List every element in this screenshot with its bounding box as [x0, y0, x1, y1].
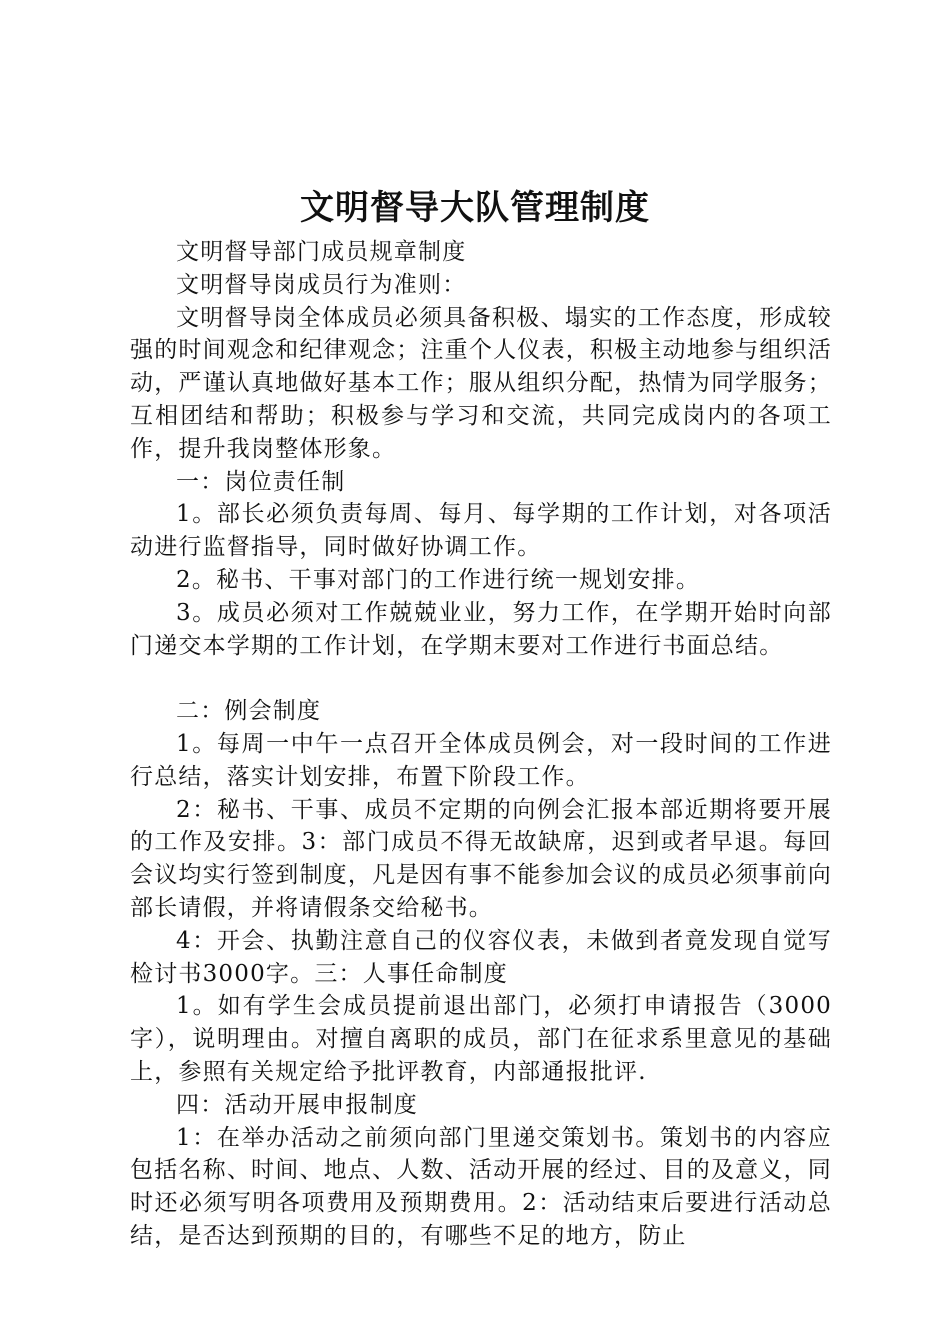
section-heading-1: 一：岗位责任制 [176, 468, 346, 495]
paragraph-2-1: 1。每周一中午一点召开全体成员例会，对一段时间的工作进行总结，落实计划安排，布置下阶段工作。 [130, 730, 832, 790]
paragraph-1-1: 1。部长必须负责每周、每月、每学期的工作计划，对各项活动进行监督指导，同时做好协调工作。 [130, 501, 832, 561]
section-heading-2: 二：例会制度 [176, 698, 322, 725]
paragraph-3-1: 1。如有学生会成员提前退出部门，必须打申请报告（3000字），说明理由。对擅自离职的成员，部门在征求系里意见的基础上，参照有关规定给予批评教育，内部通报批评. [130, 993, 832, 1085]
paragraph-2-4: 4：开会、执勤注意自己的仪容仪表，未做到者竟发现自觉写检讨书3000字。三：人事任命制度 [130, 927, 832, 987]
paragraph-1-2: 2。秘书、干事对部门的工作进行统一规划安排。 [176, 566, 701, 593]
blank-line [130, 662, 832, 695]
paragraph-2-2: 2：秘书、干事、成员不定期的向例会汇报本部近期将要开展的工作及安排。3：部门成员不得无故缺席，迟到或者早退。每回会议均实行签到制度，凡是因有事不能参加会议的成员必须事前向部长请假，并将请假条交给秘书。 [130, 796, 832, 921]
document-body [130, 236, 832, 1253]
paragraph-4-1: 1：在举办活动之前须向部门里递交策划书。策划书的内容应包括名称、时间、地点、人数、活动开展的经过、目的及意义，同时还必须写明各项费用及预期费用。2：活动结束后要进行活动总结，是否达到预期的目的，有哪些不足的地方，防止 [130, 1124, 832, 1249]
paragraph-1-3: 3。成员必须对工作兢兢业业，努力工作，在学期开始时向部门递交本学期的工作计划，在学期末要对工作进行书面总结。 [130, 599, 832, 659]
section-heading-4: 四：活动开展申报制度 [176, 1091, 418, 1118]
paragraph-intro: 文明督导岗全体成员必须具备积极、塌实的工作态度，形成较强的时间观念和纪律观念；注重个人仪表，积极主动地参与组织活动，严谨认真地做好基本工作；服从组织分配，热情为同学服务；互相团结和帮助；积极参与学习和交流，共同完成岗内的各项工作，提升我岗整体形象。 [130, 304, 832, 462]
document-title: 文明督导大队管理制度 [300, 188, 650, 228]
paragraph-subtitle-rules: 文明督导部门成员规章制度 [176, 239, 467, 265]
paragraph-subtitle-code: 文明督导岗成员行为准则： [176, 271, 467, 298]
